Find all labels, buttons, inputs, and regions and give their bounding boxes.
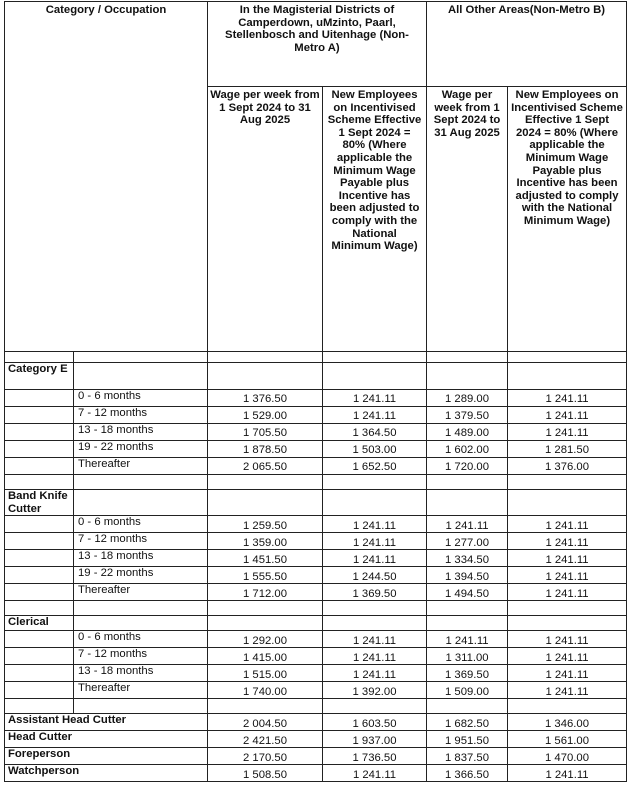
period-label: 0 - 6 months: [74, 390, 208, 407]
empty-cell: [427, 490, 508, 516]
empty-cell: [208, 490, 323, 516]
empty-cell: [5, 458, 74, 475]
table-row: [5, 533, 627, 550]
b-new-value: 1 281.50: [508, 441, 627, 458]
section-name: Clerical: [5, 616, 74, 631]
empty-cell: [427, 601, 508, 616]
a-wage-value: 1 451.50: [208, 550, 323, 567]
empty-cell: [508, 352, 627, 363]
table-row: [5, 748, 627, 765]
empty-cell: [5, 407, 74, 424]
occupation-name: Watchperson: [5, 765, 208, 782]
a-wage-value: 2 065.50: [208, 458, 323, 475]
empty-cell: [5, 631, 74, 648]
b-new-value: 1 241.11: [508, 533, 627, 550]
section-name: Category E: [5, 363, 74, 390]
empty-cell: [427, 363, 508, 390]
empty-cell: [323, 601, 427, 616]
empty-cell: [323, 490, 427, 516]
empty-cell: [208, 475, 323, 490]
empty-cell: [208, 699, 323, 714]
b-new-value: 1 241.11: [508, 424, 627, 441]
empty-cell: [74, 352, 208, 363]
empty-cell: [508, 601, 627, 616]
empty-cell: [323, 475, 427, 490]
b-wage-value: 1 602.00: [427, 441, 508, 458]
empty-cell: [74, 616, 208, 631]
table-row: [5, 458, 627, 475]
spacer-row: [5, 699, 627, 714]
b-new-value: 1 241.11: [508, 516, 627, 533]
b-new-value: 1 241.11: [508, 407, 627, 424]
empty-cell: [427, 699, 508, 714]
a-new-value: 1 937.00: [323, 731, 427, 748]
wage-schedule-page: [4, 1, 626, 809]
b-wage-value: 1 277.00: [427, 533, 508, 550]
section-header-row: [5, 363, 627, 390]
a-new-value: 1 736.50: [323, 748, 427, 765]
table-row: [5, 516, 627, 533]
b-wage-value: 1 289.00: [427, 390, 508, 407]
period-label: 13 - 18 months: [74, 665, 208, 682]
b-new-value: 1 376.00: [508, 458, 627, 475]
a-wage-value: 1 259.50: [208, 516, 323, 533]
b-wage-header: Wage per week from 1 Sept 2024 to 31 Aug 2025: [427, 87, 508, 352]
empty-cell: [508, 363, 627, 390]
period-label: 13 - 18 months: [74, 424, 208, 441]
a-new-value: 1 241.11: [323, 390, 427, 407]
period-label: Thereafter: [74, 458, 208, 475]
empty-cell: [5, 601, 74, 616]
b-wage-value: 1 366.50: [427, 765, 508, 782]
b-new-value: 1 241.11: [508, 765, 627, 782]
a-new-value: 1 652.50: [323, 458, 427, 475]
a-new-value: 1 241.11: [323, 407, 427, 424]
period-label: 0 - 6 months: [74, 631, 208, 648]
table-row: [5, 631, 627, 648]
empty-cell: [74, 601, 208, 616]
a-new-value: 1 603.50: [323, 714, 427, 731]
b-new-value: 1 241.11: [508, 584, 627, 601]
period-label: 7 - 12 months: [74, 407, 208, 424]
b-new-value: 1 241.11: [508, 682, 627, 699]
b-new-value: 1 346.00: [508, 714, 627, 731]
b-new-value: 1 241.11: [508, 567, 627, 584]
b-wage-value: 1 379.50: [427, 407, 508, 424]
empty-cell: [5, 516, 74, 533]
a-wage-value: 1 712.00: [208, 584, 323, 601]
b-new-value: 1 241.11: [508, 550, 627, 567]
b-wage-value: 1 311.00: [427, 648, 508, 665]
empty-cell: [74, 699, 208, 714]
empty-cell: [74, 363, 208, 390]
a-wage-value: 1 705.50: [208, 424, 323, 441]
a-new-value: 1 241.11: [323, 765, 427, 782]
empty-cell: [5, 424, 74, 441]
a-new-value: 1 364.50: [323, 424, 427, 441]
table-row: [5, 441, 627, 458]
a-wage-value: 1 740.00: [208, 682, 323, 699]
b-wage-value: 1 394.50: [427, 567, 508, 584]
b-wage-value: 1 682.50: [427, 714, 508, 731]
period-label: 19 - 22 months: [74, 441, 208, 458]
table-row: [5, 550, 627, 567]
a-wage-value: 1 376.50: [208, 390, 323, 407]
a-wage-value: 1 878.50: [208, 441, 323, 458]
b-wage-value: 1 837.50: [427, 748, 508, 765]
b-wage-value: 1 334.50: [427, 550, 508, 567]
period-label: 7 - 12 months: [74, 533, 208, 550]
a-wage-header: Wage per week from 1 Sept 2024 to 31 Aug 2025: [208, 87, 323, 352]
spacer-row: [5, 475, 627, 490]
a-wage-value: 1 415.00: [208, 648, 323, 665]
table-row: [5, 682, 627, 699]
empty-cell: [5, 475, 74, 490]
a-new-value: 1 369.50: [323, 584, 427, 601]
occupation-name: Assistant Head Cutter: [5, 714, 208, 731]
b-wage-value: 1 509.00: [427, 682, 508, 699]
empty-cell: [5, 567, 74, 584]
a-wage-value: 1 359.00: [208, 533, 323, 550]
empty-cell: [5, 584, 74, 601]
empty-cell: [508, 699, 627, 714]
b-new-value: 1 241.11: [508, 390, 627, 407]
empty-cell: [508, 616, 627, 631]
b-wage-value: 1 489.00: [427, 424, 508, 441]
empty-cell: [323, 363, 427, 390]
b-wage-value: 1 241.11: [427, 631, 508, 648]
empty-cell: [5, 682, 74, 699]
empty-cell: [508, 490, 627, 516]
b-wage-value: 1 241.11: [427, 516, 508, 533]
table-row: [5, 731, 627, 748]
empty-cell: [427, 616, 508, 631]
table-row: [5, 390, 627, 407]
a-wage-value: 2 170.50: [208, 748, 323, 765]
empty-cell: [427, 352, 508, 363]
category-occupation-header: Category / Occupation: [5, 2, 208, 352]
a-wage-value: 1 515.00: [208, 665, 323, 682]
b-new-value: 1 470.00: [508, 748, 627, 765]
period-label: 7 - 12 months: [74, 648, 208, 665]
period-label: Thereafter: [74, 682, 208, 699]
section-header-row: [5, 616, 627, 631]
empty-cell: [74, 490, 208, 516]
a-wage-value: 2 004.50: [208, 714, 323, 731]
a-wage-value: 2 421.50: [208, 731, 323, 748]
empty-cell: [508, 475, 627, 490]
spacer-row: [5, 352, 627, 363]
empty-cell: [5, 352, 74, 363]
table-row: [5, 424, 627, 441]
empty-cell: [323, 352, 427, 363]
a-wage-value: 1 508.50: [208, 765, 323, 782]
b-wage-value: 1 494.50: [427, 584, 508, 601]
empty-cell: [5, 441, 74, 458]
empty-cell: [5, 699, 74, 714]
a-new-value: 1 503.00: [323, 441, 427, 458]
b-wage-value: 1 720.00: [427, 458, 508, 475]
a-new-value: 1 241.11: [323, 648, 427, 665]
b-new-value: 1 241.11: [508, 631, 627, 648]
a-new-value: 1 241.11: [323, 550, 427, 567]
empty-cell: [74, 475, 208, 490]
empty-cell: [5, 665, 74, 682]
occupation-name: Foreperson: [5, 748, 208, 765]
empty-cell: [5, 550, 74, 567]
table-row: [5, 648, 627, 665]
period-label: 19 - 22 months: [74, 567, 208, 584]
table-row: [5, 714, 627, 731]
a-new-value: 1 241.11: [323, 516, 427, 533]
non-metro-a-header: In the Magisterial Districts of Camperdown, uMzinto, Paarl, Stellenbosch and Uitenhage (Non-Metro A): [208, 2, 427, 87]
a-wage-value: 1 292.00: [208, 631, 323, 648]
a-wage-value: 1 555.50: [208, 567, 323, 584]
b-new-employees-header: New Employees on Incentivised Scheme Effective 1 Sept 2024 = 80% (Where applicable the Minimum Wage Payable plus Incentive has been adjusted to comply with the National Minimum Wage): [508, 87, 627, 352]
non-metro-b-header: All Other Areas(Non-Metro B): [427, 2, 627, 87]
table-row: [5, 584, 627, 601]
period-label: Thereafter: [74, 584, 208, 601]
period-label: 0 - 6 months: [74, 516, 208, 533]
empty-cell: [208, 363, 323, 390]
b-new-value: 1 241.11: [508, 665, 627, 682]
b-wage-value: 1 951.50: [427, 731, 508, 748]
empty-cell: [5, 390, 74, 407]
b-new-value: 1 241.11: [508, 648, 627, 665]
empty-cell: [208, 352, 323, 363]
b-wage-value: 1 369.50: [427, 665, 508, 682]
empty-cell: [5, 533, 74, 550]
a-new-value: 1 244.50: [323, 567, 427, 584]
a-new-value: 1 241.11: [323, 631, 427, 648]
table-row: [5, 407, 627, 424]
wage-table-body: [5, 352, 627, 782]
a-new-value: 1 241.11: [323, 533, 427, 550]
table-row: [5, 665, 627, 682]
a-wage-value: 1 529.00: [208, 407, 323, 424]
period-label: 13 - 18 months: [74, 550, 208, 567]
a-new-value: 1 392.00: [323, 682, 427, 699]
occupation-name: Head Cutter: [5, 731, 208, 748]
empty-cell: [323, 699, 427, 714]
empty-cell: [427, 475, 508, 490]
table-row: [5, 765, 627, 782]
wage-table: [4, 1, 627, 782]
section-header-row: [5, 490, 627, 516]
empty-cell: [5, 648, 74, 665]
table-row: [5, 567, 627, 584]
section-name: Band Knife Cutter: [5, 490, 74, 516]
empty-cell: [208, 616, 323, 631]
a-new-value: 1 241.11: [323, 665, 427, 682]
spacer-row: [5, 601, 627, 616]
empty-cell: [208, 601, 323, 616]
empty-cell: [323, 616, 427, 631]
a-new-employees-header: New Employees on Incentivised Scheme Effective 1 Sept 2024 = 80% (Where applicable the Minimum Wage Payable plus Incentive has been adjusted to comply with the National Minimum Wage): [323, 87, 427, 352]
b-new-value: 1 561.00: [508, 731, 627, 748]
